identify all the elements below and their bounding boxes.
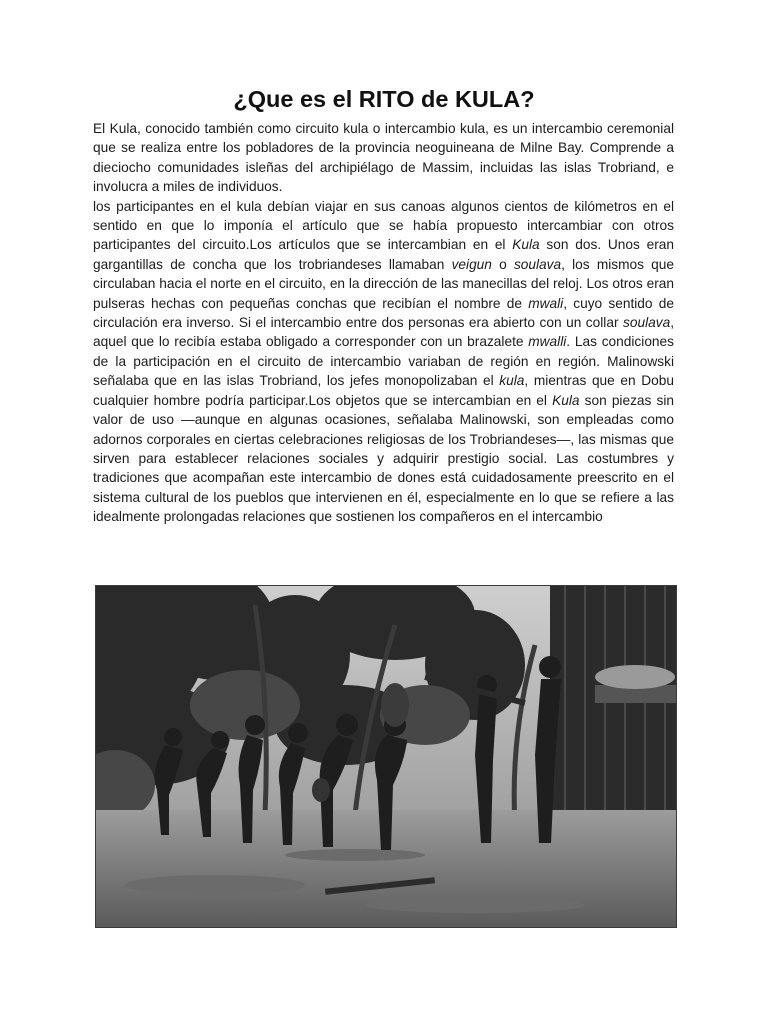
italic-term: veigun <box>451 256 492 272</box>
paragraph-participants <box>93 197 674 527</box>
kula-ritual-photo <box>95 585 677 928</box>
text-run: los participantes en el kula debían viajar en sus canoas algunos cientos de kilómetros en el sentido en que lo imponía el artículo que se había propuesto intercambiar con otros participantes del circuito.Los artículos que se intercambian en el <box>93 198 674 253</box>
text-run: son dos. Unos eran gargantillas de concha que los trobriandeses llamaban <box>93 237 675 272</box>
italic-term: kula <box>499 373 525 389</box>
italic-term: soulava <box>623 315 671 331</box>
italic-term: Kula <box>512 237 540 253</box>
italic-term: soulava <box>513 256 562 272</box>
text-run: , cuyo sentido de circulación era inverso. Si el intercambio entre dos personas era abierto con un collar <box>93 295 674 331</box>
italic-term: Kula <box>552 392 580 408</box>
hut <box>550 585 677 845</box>
page-title: ¿Que es el RITO de KULA? <box>233 86 535 112</box>
italic-term: mwalli <box>528 334 567 350</box>
text-run: . Las condiciones de la participación en el circuito de intercambio variaban de región en región. Malinowski señalaba que en las islas Trobriand, los jefes monopolizaban el <box>93 334 674 389</box>
text-run: o <box>491 256 514 272</box>
text-run: son piezas sin valor de uso —aunque en algunas ocasiones, señalaba Malinowski, son empleadas como adornos corporales en ciertas celebraciones religiosas de los Trobriandeses—, las mismas que sirven para establecer relaciones sociales y adquirir prestigio social. Las costumbres y tradiciones que acompañan este intercambio de dones está cuidadosamente preescrito en el sistema cultural de los pueblos que intervienen en él, especialmente en lo que se refiere a las idealmente prolongadas relaciones que sostienen los compañeros en el intercambio <box>93 392 675 525</box>
text-run: , aquel que lo recibía estaba obligado a corresponder con un brazalete <box>93 315 674 350</box>
photo-illustration <box>95 585 677 928</box>
body-text <box>93 119 674 527</box>
italic-term: mwali <box>528 295 564 311</box>
paragraph-intro: El Kula, conocido también como circuito kula o intercambio kula, es un intercambio ceremonial que se realiza entre los pobladores de la provincia neoguineana de Milne Bay. Comprende a dieciocho comunidades isleñas del archipiélago de Massim, incluidas las islas Trobriand, e involucra a miles de individuos. <box>93 121 674 195</box>
text-run: , los mismos que circulaban hacia el norte en el circuito, en la dirección de las manecillas del reloj. Los otros eran pulseras hechas con pequeñas conchas que recibían el nombre de <box>93 256 675 311</box>
text-run: , mientras que en Dobu cualquier hombre podría participar.Los objetos que se intercambian en el <box>93 373 674 408</box>
